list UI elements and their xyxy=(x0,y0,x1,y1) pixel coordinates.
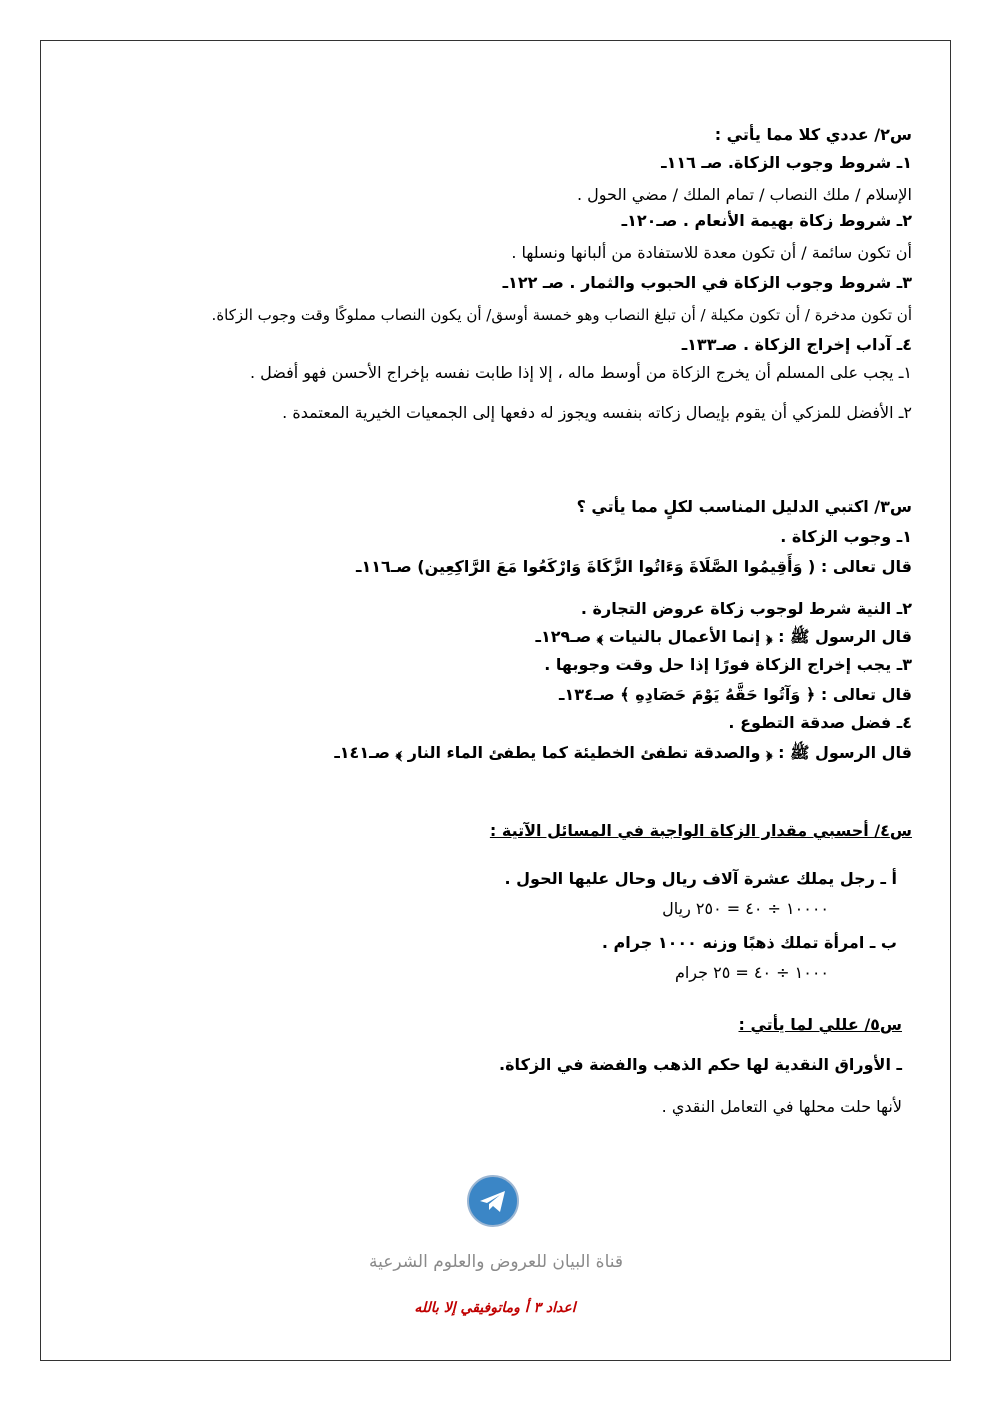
q3-item2-heading: ٢ـ النية شرط لوجوب زكاة عروض التجارة . xyxy=(580,599,912,618)
q3-item3-heading: ٣ـ يجب إخراج الزكاة فورًا إذا حل وقت وجوبها . xyxy=(544,655,912,674)
q5-title: س٥/ عللي لما يأتي : xyxy=(738,1015,902,1034)
q2-item1-answer: الإسلام / ملك النصاب / تمام الملك / مضي الحول . xyxy=(576,185,912,204)
q2-item3-answer: أن تكون مدخرة / أن تكون مكيلة / أن تبلغ النصاب وهو خمسة أوسق/ أن يكون النصاب مملوكًا وقت وجوب الزكاة. xyxy=(211,306,912,324)
prepared-by-credit: اعداد ٣ أ وماتوفيقي إلا بالله xyxy=(414,1300,576,1316)
q4-problem-a: أ ـ رجل يملك عشرة آلاف ريال وحال عليها الحول . xyxy=(504,869,897,888)
telegram-icon xyxy=(467,1175,519,1227)
q5-answer: لأنها حلت محلها في التعامل النقدي . xyxy=(661,1097,902,1116)
q3-item1-heading: ١ـ وجوب الزكاة . xyxy=(780,527,912,546)
q2-item4-etiquette-2: ٢ـ الأفضل للمزكي أن يقوم بإيصال زكاته بنفسه ويجوز له دفعها إلى الجمعيات الخيرية المعتمدة . xyxy=(282,403,912,422)
q3-item3-proof: قال تعالى : ﴿ وَآتُوا حَقَّهُ يَوْمَ حَصَادِهِ ﴾ صـ١٣٤ـ xyxy=(558,685,912,704)
q2-item3-heading: ٣ـ شروط وجوب الزكاة في الحبوب والثمار . صـ ١٢٢ـ xyxy=(502,273,912,292)
q2-item2-heading: ٢ـ شروط زكاة بهيمة الأنعام . صـ١٢٠ـ xyxy=(621,211,912,230)
q4-title: س٤/ أحسبي مقدار الزكاة الواجبة في المسائل الآتية : xyxy=(489,821,912,840)
q2-item1-heading: ١ـ شروط وجوب الزكاة. صـ ١١٦ـ xyxy=(661,153,912,172)
q3-item4-proof: قال الرسول ﷺ : ﴿ والصدقة تطفئ الخطيئة كما يطفئ الماء النار ﴾ صـ١٤١ـ xyxy=(334,743,912,762)
q3-title: س٣/ اكتبي الدليل المناسب لكلٍ مما يأتي ؟ xyxy=(576,497,912,516)
q2-item2-answer: أن تكون سائمة / أن تكون معدة للاستفادة من ألبانها ونسلها . xyxy=(511,243,912,262)
q3-item4-heading: ٤ـ فضل صدقة التطوع . xyxy=(728,713,912,732)
q4-calc-b: ١٠٠٠ ÷ ٤٠ = ٢٥ جرام xyxy=(674,963,829,982)
channel-name: قناة البيان للعروض والعلوم الشرعية xyxy=(368,1252,624,1272)
q2-item4-etiquette-1: ١ـ يجب على المسلم أن يخرج الزكاة من أوسط ماله ، إلا إذا طابت نفسه بإخراج الأحسن فهو أفضل . xyxy=(249,363,912,382)
q2-item4-heading: ٤ـ آداب إخراج الزكاة . صـ١٣٣ـ xyxy=(681,335,912,354)
q3-item1-proof: قال تعالى : ( وَأَقِيمُوا الصَّلَاةَ وَءَاتُوا الزَّكَاةَ وَارْكَعُوا مَعَ الرَّاكِعِين) صـ١١٦ـ xyxy=(356,557,912,576)
q5-item: ـ الأوراق النقدية لها حكم الذهب والفضة في الزكاة. xyxy=(499,1055,902,1074)
q4-problem-b: ب ـ امرأة تملك ذهبًا وزنه ١٠٠٠ جرام . xyxy=(601,933,897,952)
q3-item2-proof: قال الرسول ﷺ : ﴿ إنما الأعمال بالنيات ﴾ صـ١٢٩ـ xyxy=(535,627,912,646)
q4-calc-a: ١٠٠٠٠ ÷ ٤٠ = ٢٥٠ ريال xyxy=(662,899,829,918)
q2-title: س٢/ عددي كلا مما يأتي : xyxy=(714,125,912,144)
